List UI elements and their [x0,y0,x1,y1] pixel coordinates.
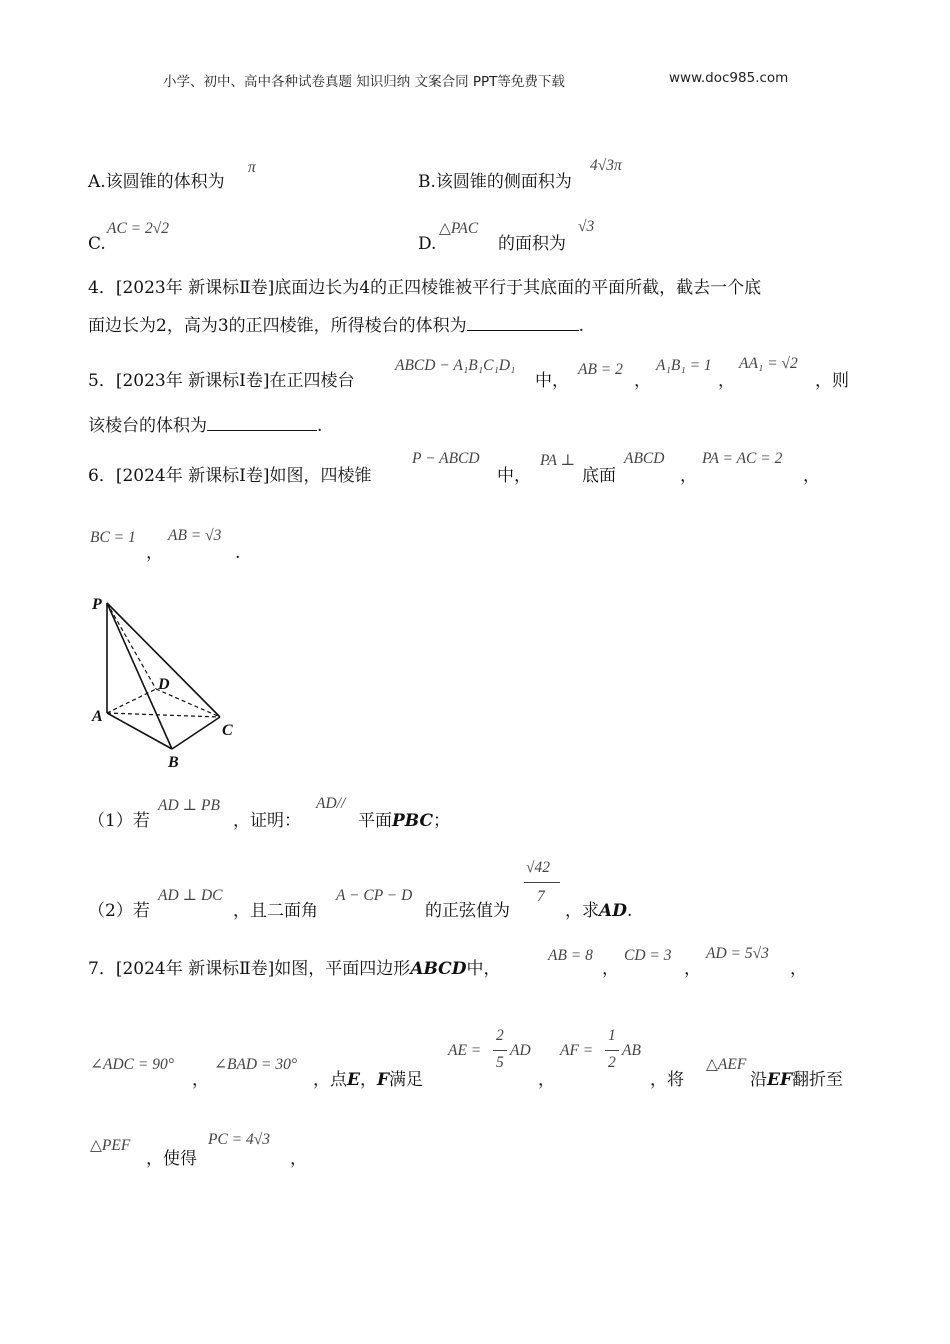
q6-math-pa-perp: PA ⊥ [540,452,576,469]
option-d: D. [418,234,437,254]
header-url[interactable]: www.doc985.com [669,70,789,86]
q7-fold: 翻折至 [792,1070,844,1090]
q7-text8: ，使得 [146,1149,197,1169]
q5-text4: ，则 [815,371,849,391]
q6-math-abcd: ABCD [624,450,665,467]
q5-prefix: 5．[2023年 新课标Ⅰ卷]在正四棱台 [88,371,355,391]
q7-af-left: AF = [560,1042,594,1059]
q6-part2-ad: AD [599,901,627,921]
q7-comma5: ， [538,1070,555,1090]
q6-part1-math1: AD ⊥ PB [158,797,220,814]
q5-math-aa1: AA₁ = √2 [739,355,798,372]
option-b: B.该圆锥的侧面积为 [418,172,572,192]
q5-text1: 中， [535,371,569,391]
q7-abcd: ABCD [410,959,467,979]
q7-text2 [313,1069,423,1091]
option-d-value: √3 [578,218,595,235]
q4-line2 [88,314,584,337]
q6-math-ab: AB = √3 [168,527,222,544]
q7-satisfy: 满足 [389,1070,424,1090]
label-b: B [168,754,179,771]
q7-text9: ， [290,1149,307,1169]
q7-math-pc: PC = 4√3 [208,1131,271,1148]
header-text: 小学、初中、高中各种试卷真题 知识归纳 文案合同 PPT等免费下载 [163,74,565,90]
q5-math-ab: AB = 2 [578,361,623,378]
q6-part1-label: （1）若 [88,811,150,831]
q7-text1: 中， [466,959,501,979]
q6-part2-math1: AD ⊥ DC [158,887,223,904]
q5-text2: ， [634,371,651,391]
q7-math-cd: CD = 3 [624,947,672,964]
q6-part2-text2: 的正弦值为 [425,901,510,921]
q7-f: F [376,1070,390,1090]
q7-prefix: 7．[2024年 新课标Ⅱ卷]如图，平面四边形 [88,959,411,979]
q7-comma4: ， [192,1070,209,1090]
edge-dc [156,689,220,717]
q4-end: . [578,316,585,336]
q6-part2-frac-num: √42 [526,859,551,876]
q7-af-num: 1 [608,1027,616,1044]
q6-part2-frac-bar [524,882,560,883]
edge-bc [172,717,220,749]
q7-math-pef: △PEF [90,1137,131,1154]
q5-math-a1b1: A₁B₁ = 1 [656,357,712,374]
edge-ac [107,713,220,717]
q5-answer-blank[interactable] [207,414,317,431]
option-d-math: △PAC [439,220,479,237]
q7-text5: ，将 [650,1070,684,1090]
q7-along: 沿 [750,1070,767,1090]
q7-ae-den: 5 [496,1054,504,1071]
q4-answer-blank[interactable] [467,314,579,331]
q7-point: ，点 [313,1070,347,1090]
q7-math-ab: AB = 8 [548,947,593,964]
edge-pc [107,603,220,717]
q5-text3: ， [718,371,735,391]
q7-ae-num: 2 [496,1027,504,1044]
q6-prefix: 6．[2024年 新课标Ⅰ卷]如图，四棱锥 [88,466,372,486]
q6-part2-frac-den: 7 [537,888,545,905]
label-d: D [158,676,170,693]
q5-line2-text: 该棱台的体积为 [88,416,207,436]
q6-part2-label: （2）若 [88,901,150,921]
q5-end: . [317,416,323,436]
q6-math-pa-ac: PA = AC = 2 [702,450,783,467]
q7-af-den: 2 [608,1054,616,1071]
edge-ab [107,713,172,749]
q6-part1-math2: AD// [316,795,346,812]
q7-e: E [347,1070,360,1090]
option-a-math: π [248,159,256,176]
q7-ae-right: AD [510,1042,531,1059]
q6-text6: . [235,543,241,563]
q6-part1-text2 [358,810,450,832]
q7-af-right: AB [622,1042,641,1059]
option-b-math: 4√3π [590,157,622,174]
pyramid-figure [80,585,250,775]
label-a: A [92,708,103,725]
label-c: C [222,722,233,739]
q7-comma2: ， [684,959,701,979]
q6-text1: 中， [497,466,531,486]
q6-part1-text1: ，证明： [233,811,301,831]
q7-text3: ， [359,1070,377,1090]
q6-part1-plane: 平面 [358,811,392,831]
option-c: C. [88,234,106,254]
q6-part2-end: . [626,901,633,921]
q6-part2-text1: ，且二面角 [233,901,318,921]
q7-af-bar [605,1050,619,1051]
q6-part2-ask: ，求 [565,901,599,921]
q7-ae-bar [493,1050,507,1051]
q6-text5: ， [146,543,163,563]
q6-text3: ， [680,466,697,486]
q7-comma3: ， [790,959,807,979]
q7-math-angle-bad: ∠BAD = 30° [214,1056,298,1073]
q6-math-bc: BC = 1 [90,529,136,546]
q6-math-pyramid: P − ABCD [412,450,480,467]
q7-line1 [88,958,500,980]
q7-math-aef: △AEF [706,1056,747,1073]
q6-part1-pbc: PBC [392,811,433,831]
q7-ef: EF [767,1070,793,1090]
edge-ad [107,689,156,713]
option-a: A.该圆锥的体积为 [88,172,225,192]
q4-line1: 4．[2023年 新课标Ⅱ卷]底面边长为4的正四棱锥被平行于其底面的平面所截，截去一个底 [88,278,762,298]
q7-comma1: ， [602,959,619,979]
q4-line2-text: 面边长为2，高为3的正四棱锥，所得棱台的体积为 [88,316,467,336]
q6-part2-math2: A − CP − D [336,887,413,904]
q7-math-ad: AD = 5√3 [706,945,769,962]
q6-part1-end: ； [433,811,450,831]
q6-text4: ， [803,466,820,486]
q7-text6 [750,1069,843,1091]
q6-part2-text3 [565,900,632,922]
label-p: P [92,596,102,613]
q7-math-angle-adc: ∠ADC = 90° [90,1056,174,1073]
option-d-text: 的面积为 [498,234,566,254]
q6-text2: 底面 [582,466,616,486]
q5-math-frustum: ABCD − A₁B₁C₁D₁ [395,357,516,374]
q7-ae-left: AE = [448,1042,482,1059]
option-c-math: AC = 2√2 [107,220,170,237]
q5-line2 [88,414,322,437]
